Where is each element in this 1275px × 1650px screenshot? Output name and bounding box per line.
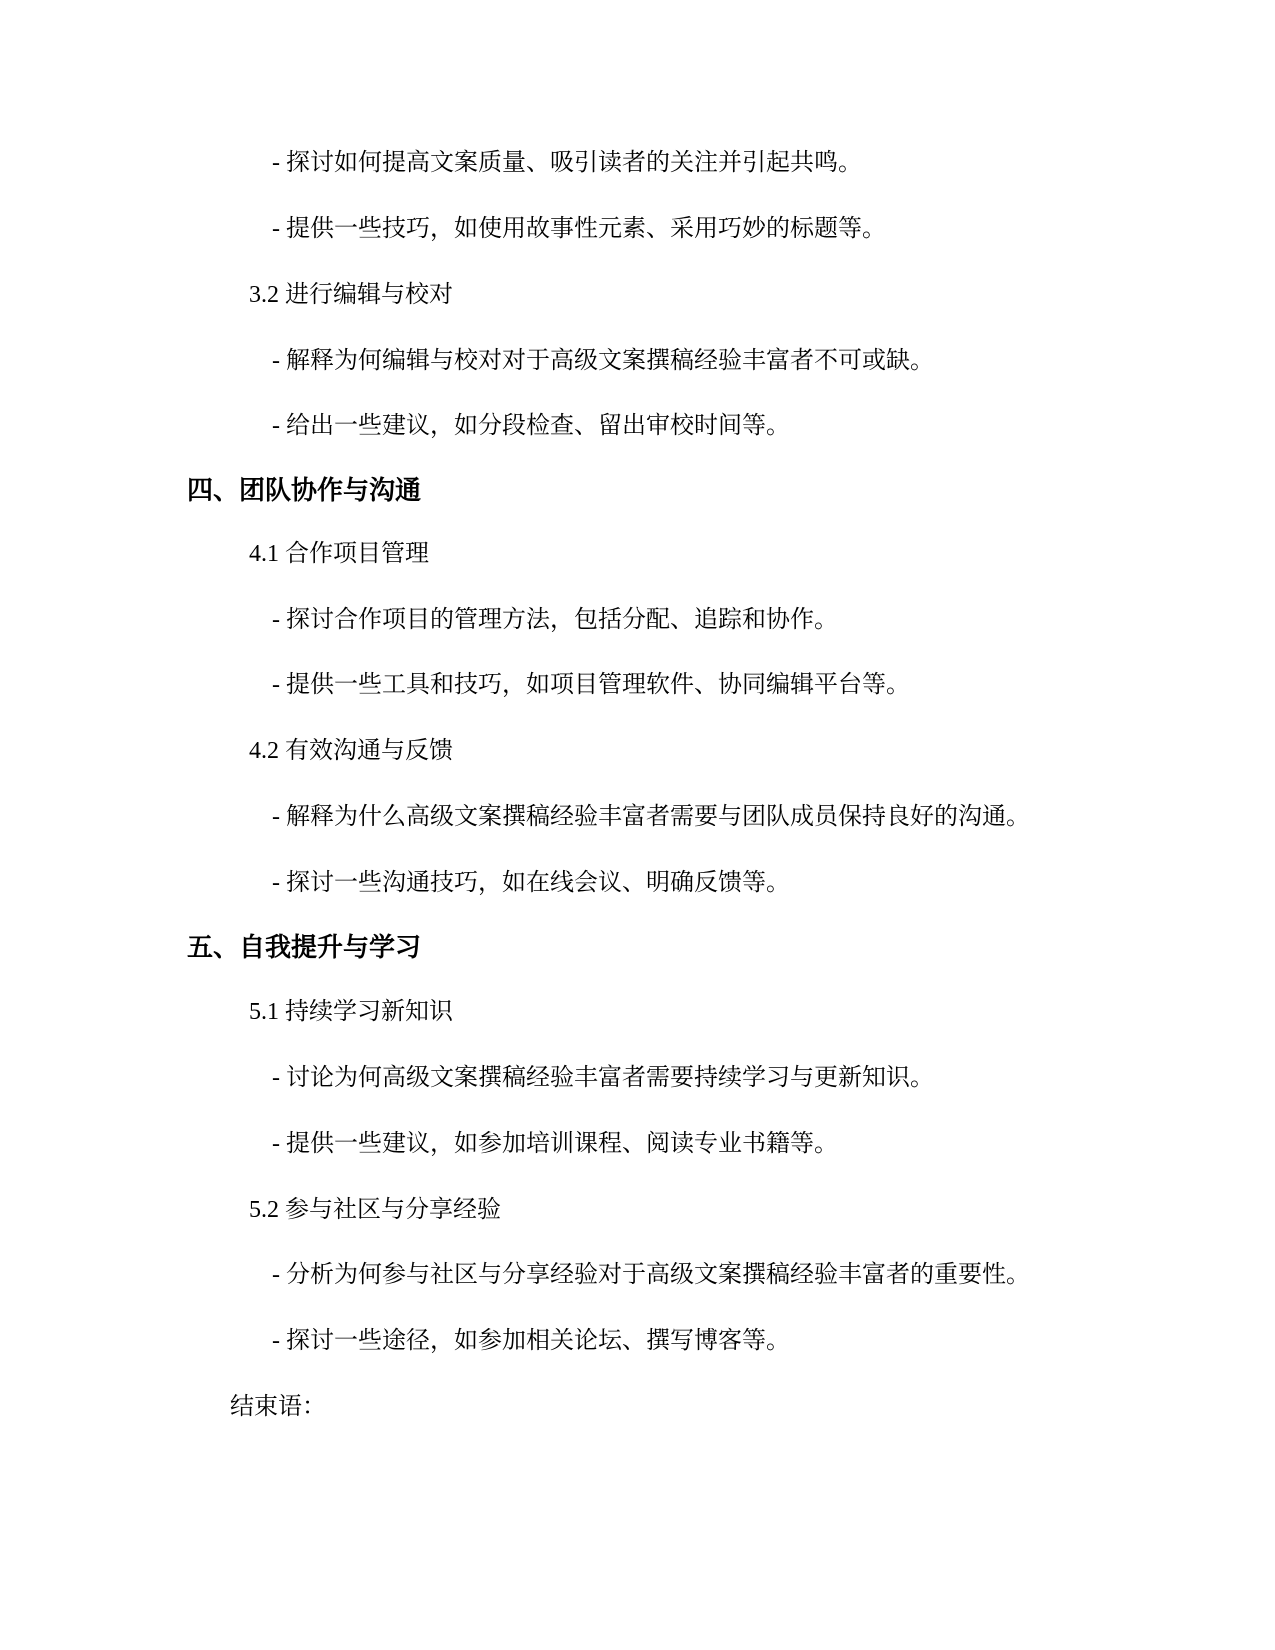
bullet-5-2-a: - 分析为何参与社区与分享经验对于高级文案撰稿经验丰富者的重要性。	[272, 1262, 1030, 1288]
bullet-3-2-b: - 给出一些建议，如分段检查、留出审校时间等。	[272, 413, 790, 439]
heading-section-4: 四、团队协作与沟通	[187, 475, 422, 505]
subheading-4-2: 4.2 有效沟通与反馈	[249, 738, 453, 764]
bullet-5-1-b: - 提供一些建议，如参加培训课程、阅读专业书籍等。	[272, 1131, 838, 1157]
bullet-4-2-a: - 解释为什么高级文案撰稿经验丰富者需要与团队成员保持良好的沟通。	[272, 804, 1030, 830]
bullet-4-2-b: - 探讨一些沟通技巧，如在线会议、明确反馈等。	[272, 870, 790, 896]
closing-label: 结束语：	[230, 1394, 326, 1420]
heading-section-5: 五、自我提升与学习	[187, 932, 422, 962]
bullet-5-2-b: - 探讨一些途径，如参加相关论坛、撰写博客等。	[272, 1328, 790, 1354]
subheading-3-2: 3.2 进行编辑与校对	[249, 282, 453, 308]
subheading-5-1: 5.1 持续学习新知识	[249, 999, 453, 1025]
bullet-4-1-a: - 探讨合作项目的管理方法，包括分配、追踪和协作。	[272, 607, 838, 633]
bullet-4-1-b: - 提供一些工具和技巧，如项目管理软件、协同编辑平台等。	[272, 672, 910, 698]
bullet-3-2-a: - 解释为何编辑与校对对于高级文案撰稿经验丰富者不可或缺。	[272, 348, 934, 374]
subheading-4-1: 4.1 合作项目管理	[249, 541, 429, 567]
bullet-5-1-a: - 讨论为何高级文案撰稿经验丰富者需要持续学习与更新知识。	[272, 1065, 934, 1091]
subheading-5-2: 5.2 参与社区与分享经验	[249, 1197, 501, 1223]
bullet-3-1-b: - 提供一些技巧，如使用故事性元素、采用巧妙的标题等。	[272, 216, 886, 242]
bullet-3-1-a: - 探讨如何提高文案质量、吸引读者的关注并引起共鸣。	[272, 150, 862, 176]
